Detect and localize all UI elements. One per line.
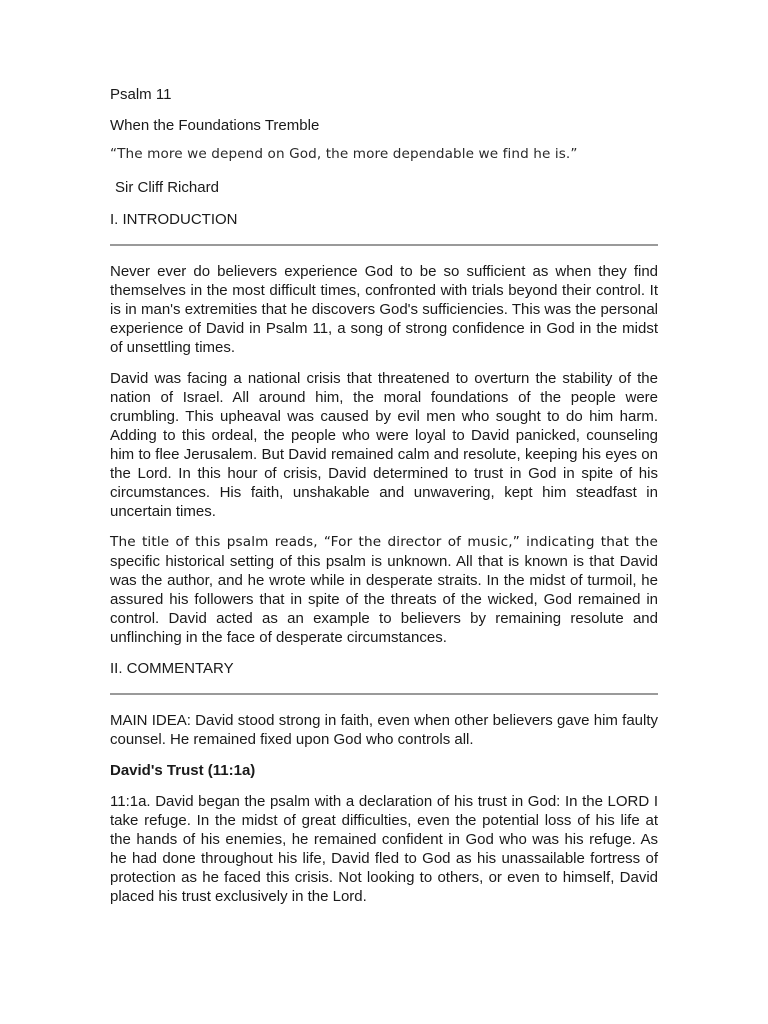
intro-paragraph-3-body: specific historical setting of this psalm is unknown. All that is known is that David was the author, and he wrote while in desperate straits. In the midst of turmoil, he assured his followers that in spite of the threats of the wicked, God remained in control. David acted as an example to believers by remaining resolute and unflinching in the face of desperate circumstances. <box>110 553 658 646</box>
intro-paragraph-1: Never ever do believers experience God to be so sufficient as when they find themselves in the most difficult times, confronted with trials beyond their control. It is in man's extremities that he discovers God's sufficiencies. This was the personal experience of David in Psalm 11, a song of strong confidence in God in the midst of unsettling times. <box>110 263 658 356</box>
section-heading-introduction: I. INTRODUCTION <box>110 211 238 228</box>
commentary-paragraph: 11:1a. David began the psalm with a declaration of his trust in God: In the LORD I take refuge. In the midst of great difficulties, even the potential loss of his life at the hands of his enemies, he remained confident in God who was his refuge. As he had done throughout his life, David fled to God as his unassailable fortress of protection as he faced this crisis. Not looking to others, or even to himself, David placed his trust exclusively in the Lord. <box>110 793 658 905</box>
intro-paragraph-2: David was facing a national crisis that threatened to overturn the stability of the nation of Israel. All around him, the moral foundations of the people were crumbling. This upheaval was caused by evil men who sought to do him harm. Adding to this ordeal, the people who were loyal to David panicked, counseling him to flee Jerusalem. But David remained calm and resolute, keeping his eyes on the Lord. In this hour of crisis, David determined to trust in God in spite of his circumstances. His faith, unshakable and unwavering, kept him steadfast in uncertain times. <box>110 370 658 520</box>
psalm-title: Psalm 11 <box>110 86 172 103</box>
document-page <box>110 85 658 918</box>
main-idea-paragraph: MAIN IDEA: David stood strong in faith, even when other believers gave him faulty counsel. He remained fixed upon God who controls all. <box>110 712 658 748</box>
section-heading-commentary: II. COMMENTARY <box>110 660 234 677</box>
intro-paragraph-3 <box>110 533 658 647</box>
horizontal-rule <box>110 244 658 246</box>
horizontal-rule <box>110 693 658 695</box>
intro-paragraph-3-lead: The title of this psalm reads, “For the director of music,” indicating that the <box>110 534 658 550</box>
epigraph-quote: “The more we depend on God, the more dependable we find he is.” <box>110 146 578 162</box>
subsection-heading: David's Trust (11:1a) <box>110 762 256 779</box>
sermon-subtitle: When the Foundations Tremble <box>110 117 320 134</box>
quote-author: Sir Cliff Richard <box>115 179 219 196</box>
